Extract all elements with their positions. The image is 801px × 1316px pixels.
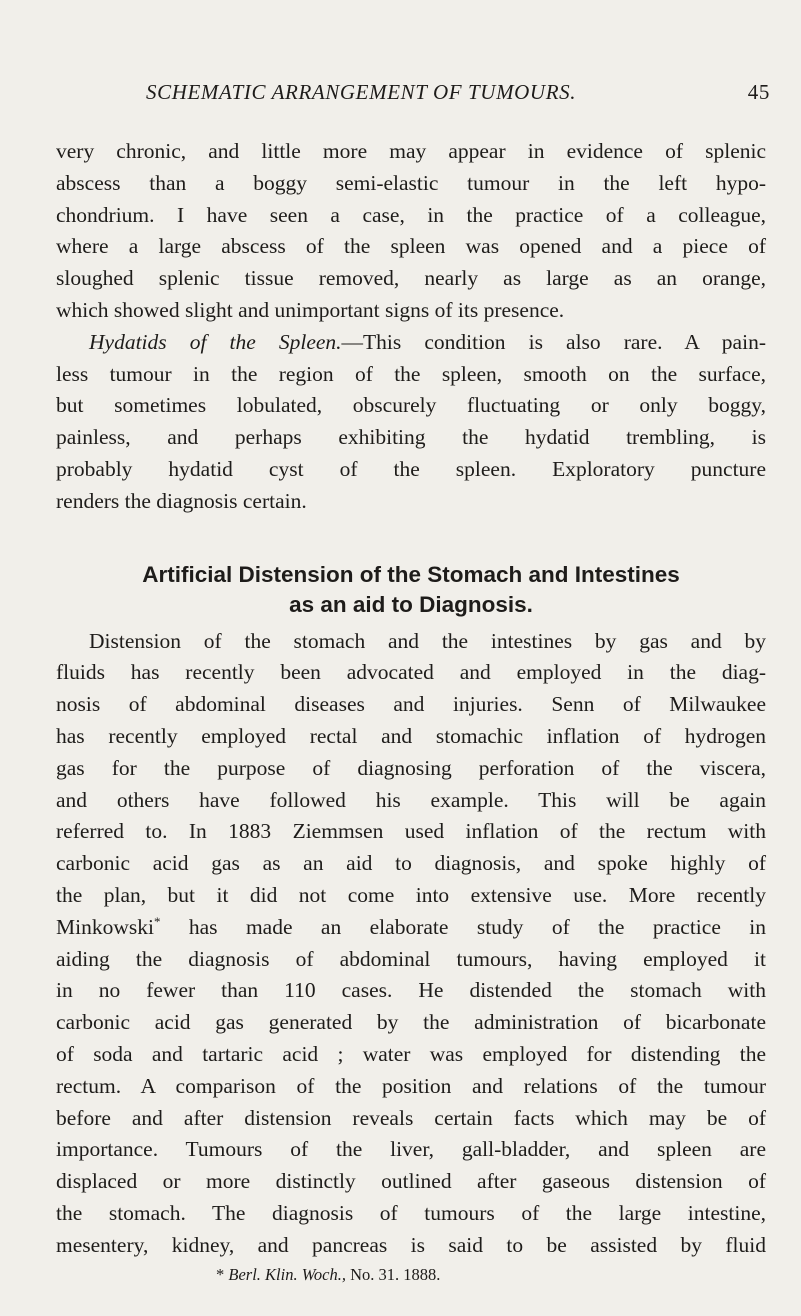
text-line: mesentery, kidney, and pancreas is said to be assisted by fluid xyxy=(56,1232,766,1257)
page-body xyxy=(56,136,766,1288)
text-line: gas for the purpose of diagnosing perforation of the viscera, xyxy=(56,755,766,780)
paragraph-distension xyxy=(56,626,766,1262)
text-line: referred to. In 1883 Ziemmsen used inflation of the rectum with xyxy=(56,819,766,844)
footnote-mark: * xyxy=(216,1264,225,1284)
running-header xyxy=(140,80,770,110)
text-line: but sometimes lobulated, obscurely fluctuating or only boggy, xyxy=(56,393,766,418)
text-line: Distension of the stomach and the intestines by gas and by xyxy=(89,628,766,653)
text-line: the plan, but it did not come into extensive use. More recently xyxy=(56,882,766,907)
footnote xyxy=(56,1262,766,1288)
text-line: rectum. A comparison of the position and relations of the tumour xyxy=(56,1073,766,1098)
text-line: sloughed splenic tissue removed, nearly as large as an orange, xyxy=(56,266,766,291)
section-heading-line-2: as an aid to Diagnosis. xyxy=(289,591,533,617)
page-number: 45 xyxy=(747,80,770,104)
author-name: Minkowski xyxy=(56,914,154,939)
text-line: nosis of abdominal diseases and injuries. Senn of Milwaukee xyxy=(56,692,766,717)
section-heading-line-1: Artificial Distension of the Stomach and Intestines xyxy=(142,561,680,587)
text-line: less tumour in the region of the spleen, smooth on the surface, xyxy=(56,361,766,386)
footnote-citation: No. 31. 1888. xyxy=(350,1264,441,1284)
text-line: displaced or more distinctly outlined after gaseous distension of xyxy=(56,1169,766,1194)
footnote-reference-mark: * xyxy=(153,913,161,929)
text-run: has made an elaborate study of the practice in xyxy=(188,914,767,939)
text-line: carbonic acid gas generated by the administration of bicarbonate xyxy=(56,1010,766,1035)
text-line xyxy=(56,912,766,944)
section-lead-italic: Hydatids of the Spleen. xyxy=(89,329,342,354)
text-line: of soda and tartaric acid ; water was employed for distending the xyxy=(56,1041,766,1066)
text-line: in no fewer than 110 cases. He distended the stomach with xyxy=(56,978,766,1003)
text-line: which showed slight and unimportant signs of its presence. xyxy=(56,297,565,322)
text-line: carbonic acid gas as an aid to diagnosis, and spoke highly of xyxy=(56,851,766,876)
text-line: importance. Tumours of the liver, gall-bladder, and spleen are xyxy=(56,1137,766,1162)
paragraph-splenic-abscess xyxy=(56,136,766,327)
paragraph-hydatids xyxy=(56,327,766,518)
text-line: aiding the diagnosis of abdominal tumours, having employed it xyxy=(56,946,766,971)
text-line: painless, and perhaps exhibiting the hydatid trembling, is xyxy=(56,425,766,450)
text-line: fluids has recently been advocated and employed in the diag- xyxy=(56,660,766,685)
text-line: very chronic, and little more may appear in evidence of splenic xyxy=(56,139,766,163)
text-line: before and after distension reveals certain facts which may be of xyxy=(56,1105,766,1130)
text-line: has recently employed rectal and stomachic inflation of hydrogen xyxy=(56,723,766,748)
text-line: the stomach. The diagnosis of tumours of the large intestine, xyxy=(56,1200,766,1225)
text-line xyxy=(56,327,766,359)
text-line: chondrium. I have seen a case, in the practice of a colleague, xyxy=(56,202,766,227)
text-run: —This condition is also rare. A pain- xyxy=(341,329,766,354)
text-line: and others have followed his example. This will be again xyxy=(56,787,766,812)
text-line: abscess than a boggy semi-elastic tumour in the left hypo- xyxy=(56,170,766,195)
text-line: probably hydatid cyst of the spleen. Exploratory puncture xyxy=(56,456,766,481)
running-title: SCHEMATIC ARRANGEMENT OF TUMOURS. xyxy=(146,80,577,104)
footnote-source: Berl. Klin. Woch., xyxy=(228,1264,347,1284)
text-line: where a large abscess of the spleen was opened and a piece of xyxy=(56,234,766,259)
text-line: renders the diagnosis certain. xyxy=(56,488,307,513)
